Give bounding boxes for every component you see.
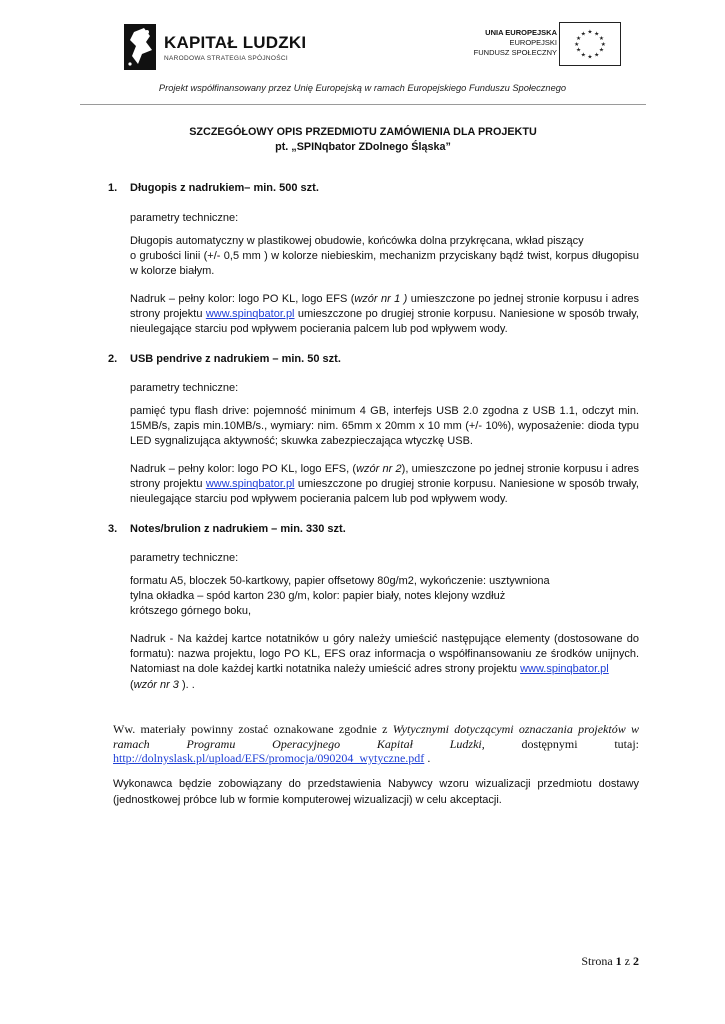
- section-2-project-link[interactable]: www.spinqbator.pl: [205, 478, 295, 491]
- svg-text:★: ★: [600, 41, 606, 48]
- page-footer: [581, 954, 639, 969]
- svg-text:★: ★: [580, 31, 586, 38]
- marking-note-italic-b: ramach Programu Operacyjnego Kapitał Ludzki,: [113, 736, 485, 751]
- svg-text:★: ★: [587, 54, 593, 61]
- eu-flag-icon: [559, 22, 621, 66]
- section-1-print: [130, 292, 639, 338]
- kapital-ludzki-emblem-icon: [120, 20, 160, 74]
- marking-note-tail: .: [424, 751, 431, 765]
- cofinancing-statement: Projekt współfinansowany przez Unię Europejską w ramach Europejskiego Funduszu Społecznego: [158, 83, 567, 93]
- marking-note-text: Ww. materiały powinny zostać oznakowane zgodnie z: [113, 722, 393, 736]
- svg-text:★: ★: [598, 36, 605, 43]
- svg-text:★: ★: [587, 29, 593, 36]
- svg-text:★: ★: [580, 52, 586, 59]
- svg-text:★: ★: [575, 47, 582, 54]
- footer-prefix: Strona: [581, 954, 613, 968]
- svg-text:★: ★: [594, 52, 600, 59]
- contractor-note: Wykonawca będzie zobowiązany do przedstawienia Nabywcy wzoru wizualizacji przedmiotu dostawy (jednostkowej próbce lub w formie komputerowej wizualizacji) w celu akceptacji.: [113, 778, 639, 806]
- marking-note-line2: [113, 737, 639, 752]
- section-1-description-rest: o grubości linii (+/- 0,5 mm ) w kolorze niebieskim, mechanizm przyciskany bądź twist, korpus długopisu w kolorze białym.: [130, 250, 639, 278]
- eu-logo: [455, 20, 625, 68]
- marking-note-italic-a: Wytycznymi dotyczącymi oznaczania projektów w: [392, 722, 639, 736]
- section-1-project-link[interactable]: www.spinqbator.pl: [205, 308, 295, 321]
- section-3-description-line1: formatu A5, bloczek 50-kartkowy, papier offsetowy 80g/m2, wykończenie: usztywniona: [130, 575, 550, 587]
- header-divider: [80, 104, 646, 105]
- section-3-print-italic: wzór nr 3: [133, 678, 182, 691]
- section-3-params-label: parametry techniczne:: [130, 552, 239, 564]
- eu-logo-line3: FUNDUSZ SPOŁECZNY: [473, 48, 557, 57]
- section-1-description: [130, 234, 639, 280]
- title-line-2: pt. „SPINqbator ZDolnego Śląska”: [275, 141, 451, 153]
- section-2-number: 2.: [108, 353, 118, 365]
- marking-note-line3: [113, 751, 639, 766]
- guidelines-pdf-link[interactable]: http://dolnyslask.pl/upload/EFS/promocja/090204_wytyczne.pdf: [113, 751, 425, 765]
- section-2-title: USB pendrive z nadrukiem – min. 50 szt.: [130, 353, 341, 365]
- section-3-title: Notes/brulion z nadrukiem – min. 330 szt.: [130, 523, 346, 535]
- section-1-description-line1: Długopis automatyczny w plastikowej obudowie, końcówka dolna przykręcana, wkład piszący: [130, 235, 584, 247]
- section-1-title: Długopis z nadrukiem– min. 500 szt.: [130, 182, 319, 194]
- eu-logo-text: [474, 28, 557, 58]
- document-title: [80, 125, 646, 155]
- section-1-print-italic: wzór nr 1 ): [354, 293, 408, 305]
- section-1-params-label: parametry techniczne:: [130, 212, 239, 224]
- section-3-description: [130, 574, 639, 620]
- section-2-print-italic: wzór nr 2: [356, 463, 402, 475]
- svg-text:★: ★: [594, 31, 600, 38]
- svg-text:★: ★: [575, 36, 582, 43]
- svg-text:★: ★: [574, 41, 580, 48]
- section-3-project-link[interactable]: www.spinqbator.pl: [520, 663, 609, 676]
- section-3-print-pattern: [130, 678, 639, 693]
- marking-note-text-2: dostępnymi tutaj:: [521, 736, 639, 751]
- section-3-paren-close: ). .: [181, 678, 195, 691]
- section-1-print-text-3: umieszczone po drugiej stronie korpusu. Naniesione w sposób trwały, nieulegające starciu pod wpływem pocierania palcem lub pod wpływem wody.: [130, 308, 639, 336]
- section-1-print-text: Nadruk – pełny kolor: logo PO KL, logo EFS (: [130, 293, 355, 305]
- footer-separator: z: [624, 954, 630, 968]
- section-3-print-text: Nadruk - Na każdej kartce notatników u góry należy umieścić następujące elementy (dostosowane do formatu): nazwa projektu, logo PO KL, EFS oraz informacja o współfinansowaniu ze środków unijnych. Natomiast na dole każdej kartki notatnika należy umieścić adres strony projektu: [130, 633, 639, 676]
- kl-logo-subtitle: NARODOWA STRATEGIA SPÓJNOŚCI: [164, 55, 288, 62]
- kapital-ludzki-logo: [120, 20, 307, 75]
- section-2-print-text-2: ), umieszczone po jednej stronie korpusu i adres strony projektu: [130, 463, 639, 491]
- section-3-paren-open: (: [130, 678, 134, 691]
- section-3-description-line3: krótszego górnego boku,: [130, 605, 252, 618]
- section-1-print-text-2: umieszczone po jednej stronie korpusu i adres strony projektu: [130, 293, 639, 321]
- title-line-1: SZCZEGÓŁOWY OPIS PRZEDMIOTU ZAMÓWIENIA DLA PROJEKTU: [189, 126, 537, 138]
- kl-logo-title: KAPITAŁ LUDZKI: [164, 33, 307, 52]
- marking-note: [113, 722, 639, 766]
- footer-total-pages: 2: [633, 954, 639, 968]
- section-2-print: [130, 462, 639, 508]
- section-2-print-text: Nadruk – pełny kolor: logo PO KL, logo EFS, (: [130, 463, 357, 475]
- section-3-print: [130, 632, 639, 693]
- section-3-number: 3.: [108, 523, 118, 535]
- eu-logo-line1: UNIA EUROPEJSKA: [485, 28, 557, 37]
- marking-note-line1: [113, 722, 639, 737]
- section-3-description-line2: tylna okładka – spód karton 230 g/m, kolor: papier biały, notes klejony wzdłuż: [130, 590, 506, 603]
- section-1-number: 1.: [108, 182, 118, 194]
- footer-page-number: 1: [615, 954, 622, 968]
- section-2-params-label: parametry techniczne:: [130, 382, 239, 394]
- section-2-description: pamięć typu flash drive: pojemność minimum 4 GB, interfejs USB 2.0 zgodna z USB 1.1, odczyt min. 15MB/s, zapis min.10MB/s., wymiary: nim. 65mm x 20mm x 10 mm (+/- 10%), wyposażenie: dioda typu LED sygnalizująca aktywność; skuwka zabezpieczająca wtyczkę USB.: [130, 405, 639, 448]
- svg-text:★: ★: [598, 47, 605, 54]
- eu-logo-line2: EUROPEJSKI: [509, 38, 557, 47]
- section-2-print-text-3: umieszczone po drugiej stronie korpusu. Naniesione w sposób trwały, nieulegające starciu pod wpływem pocierania palcem lub pod wpływem wody.: [130, 478, 639, 506]
